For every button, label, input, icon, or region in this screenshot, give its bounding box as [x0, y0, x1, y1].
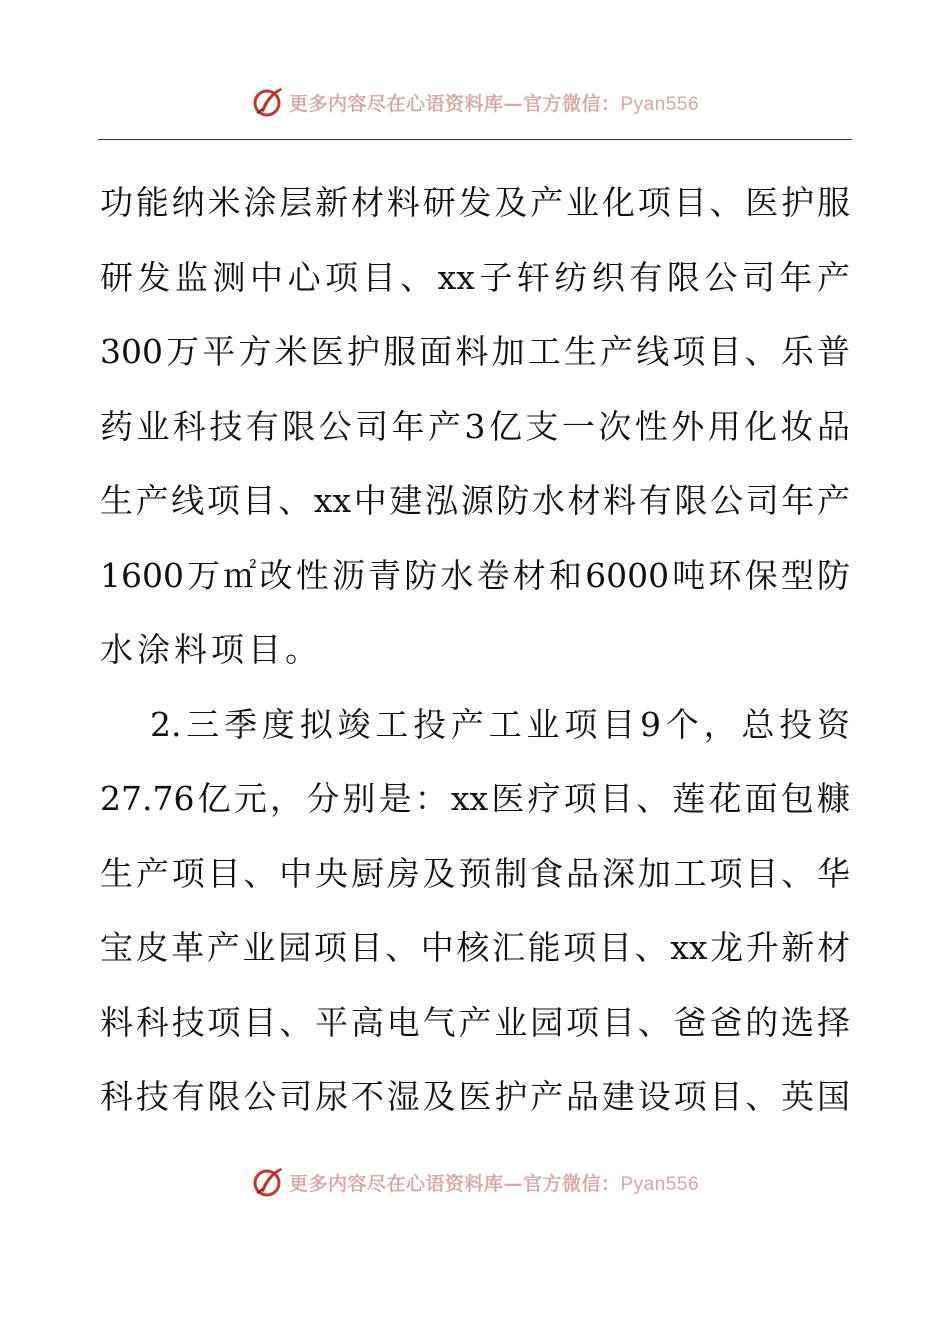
document-body	[100, 166, 850, 1135]
body-line-6: 1600万㎡改性沥青防水卷材和6000吨环保型防	[100, 555, 850, 595]
body-line-1: 功能纳米涂层新材料研发及产业化项目、医护服	[100, 183, 850, 222]
footer-banner	[0, 1162, 950, 1202]
body-line-3: 300万平方米医护服面料加工生产线项目、乐普	[100, 332, 850, 371]
body-line-8: 2.三季度拟竣工投产工业项目9个，总投资	[150, 704, 850, 744]
body-line-7: 水涂料项目。	[100, 630, 322, 669]
header-banner-label: 更多内容尽在心语资料库—官方微信：	[288, 92, 621, 115]
body-line-2: 研发监测中心项目、xx子轩纺织有限公司年产	[100, 257, 850, 297]
header-wechat-id: Pyan556	[620, 93, 700, 115]
body-line-9: 27.76亿元，分别是：xx医疗项目、莲花面包糠	[100, 779, 850, 818]
header-banner-text	[289, 89, 699, 116]
footer-banner-label: 更多内容尽在心语资料库—官方微信：	[288, 1172, 621, 1195]
footer-banner-text	[289, 1169, 699, 1196]
footer-wechat-id: Pyan556	[620, 1173, 700, 1195]
body-line-4: 药业科技有限公司年产3亿支一次性外用化妆品	[100, 406, 850, 446]
body-line-12: 料科技项目、平高电气产业园项目、爸爸的选择	[100, 1002, 850, 1042]
quill-logo-icon	[251, 1165, 285, 1199]
body-line-13: 科技有限公司尿不湿及医护产品建设项目、英国	[100, 1077, 850, 1116]
header-banner	[0, 82, 950, 122]
body-line-10: 生产项目、中央厨房及预制食品深加工项目、华	[100, 853, 850, 893]
quill-logo-icon	[251, 85, 285, 119]
body-line-5: 生产线项目、xx中建泓源防水材料有限公司年产	[100, 481, 850, 520]
header-divider	[98, 139, 852, 140]
body-line-11: 宝皮革产业园项目、中核汇能项目、xx龙升新材	[100, 928, 850, 967]
